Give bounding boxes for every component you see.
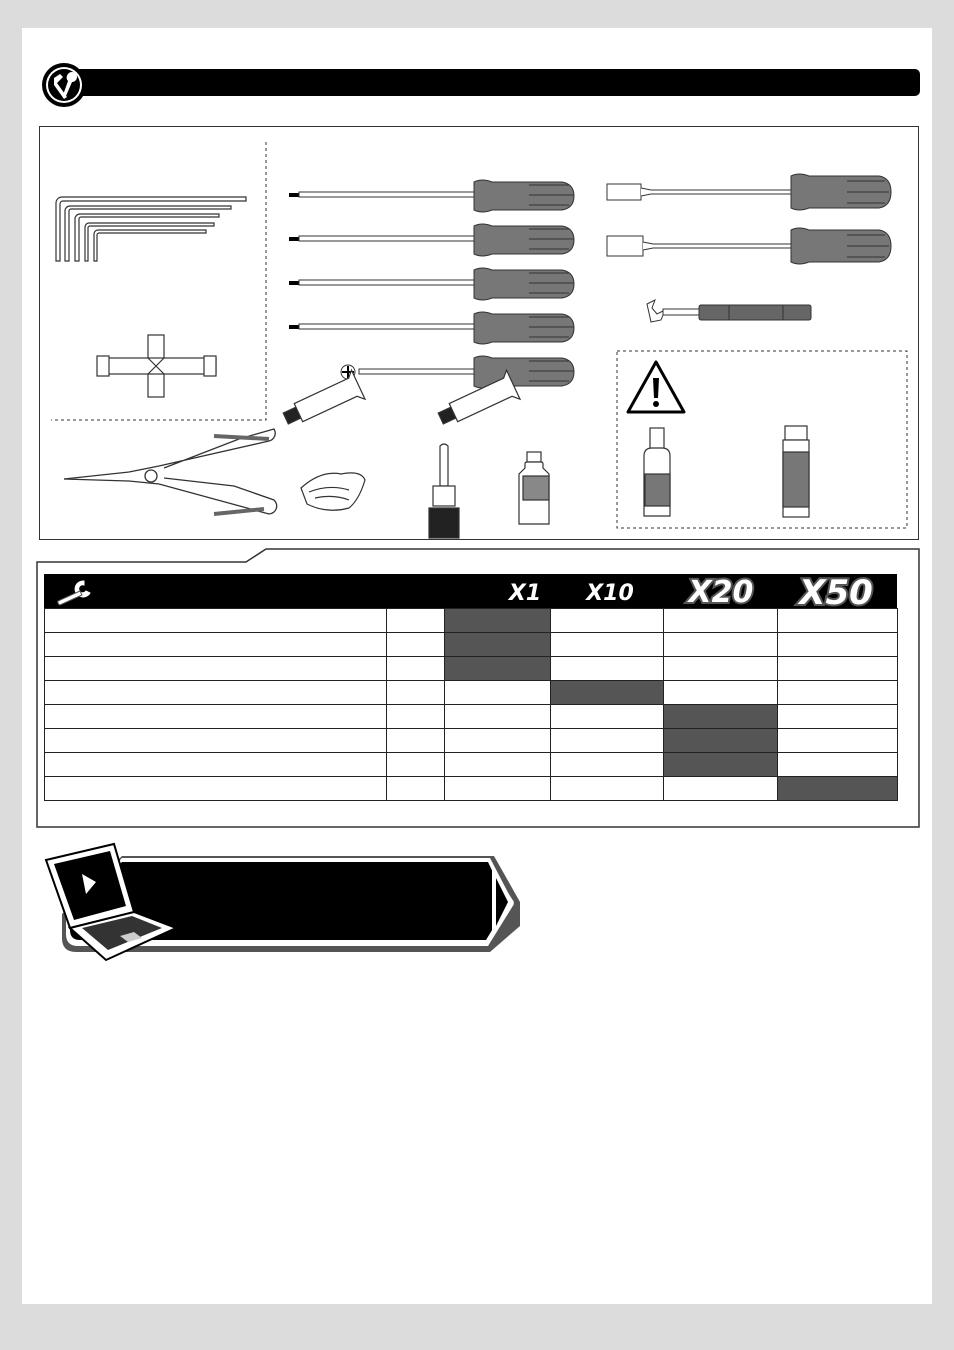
svg-text:X10: X10 <box>586 581 634 606</box>
row-label <box>45 753 387 777</box>
row-qty <box>387 681 445 705</box>
spoke-wrench-icon <box>647 300 811 322</box>
level-x50-label <box>788 573 884 609</box>
row-qty <box>387 657 445 681</box>
level-cell-x1 <box>445 753 551 777</box>
level-cell-x50 <box>778 657 898 681</box>
row-label <box>45 657 387 681</box>
row-label <box>45 729 387 753</box>
table-row <box>45 729 898 753</box>
tools-illustration <box>39 126 919 540</box>
level-cell-x10 <box>551 705 664 729</box>
level-cell-x20 <box>664 753 778 777</box>
level-cell-x20 <box>664 609 778 633</box>
level-cell-x10 <box>551 753 664 777</box>
level-cell-x1 <box>445 729 551 753</box>
phillips-screwdriver-icon <box>341 356 574 388</box>
level-cell-x1 <box>445 657 551 681</box>
wrench-screwdriver-icon <box>36 60 94 110</box>
table-row <box>45 657 898 681</box>
level-x1-label <box>505 573 545 609</box>
level-cell-x10 <box>551 609 664 633</box>
level-cell-x10 <box>551 729 664 753</box>
row-label <box>45 705 387 729</box>
level-cell-x10 <box>551 777 664 801</box>
video-banner[interactable] <box>42 842 526 966</box>
table-row <box>45 633 898 657</box>
row-label <box>45 681 387 705</box>
level-cell-x20 <box>664 681 778 705</box>
level-cell-x50 <box>778 777 898 801</box>
warning-icon <box>628 362 684 412</box>
levels-table <box>44 608 898 801</box>
oil-bottle-icon <box>519 452 549 524</box>
level-cell-x1 <box>445 633 551 657</box>
row-qty <box>387 729 445 753</box>
svg-text:X1: X1 <box>508 581 542 606</box>
level-cell-x50 <box>778 729 898 753</box>
level-cell-x10 <box>551 633 664 657</box>
svg-text:X50: X50 <box>799 573 873 609</box>
pliers-icon <box>64 429 277 514</box>
level-cell-x20 <box>664 633 778 657</box>
brush-icon <box>429 444 459 538</box>
row-qty <box>387 705 445 729</box>
level-cell-x10 <box>551 681 664 705</box>
row-qty <box>387 633 445 657</box>
row-qty <box>387 609 445 633</box>
level-cell-x1 <box>445 609 551 633</box>
level-cell-x20 <box>664 657 778 681</box>
level-cell-x20 <box>664 705 778 729</box>
level-cell-x20 <box>664 729 778 753</box>
page-header-bar <box>74 69 920 96</box>
level-cell-x50 <box>778 753 898 777</box>
level-cell-x20 <box>664 777 778 801</box>
wrench-icon <box>50 577 96 607</box>
level-cell-x10 <box>551 657 664 681</box>
level-cell-x1 <box>445 777 551 801</box>
table-row <box>45 753 898 777</box>
table-row <box>45 681 898 705</box>
glue-bottle-icon <box>783 426 809 517</box>
flat-screwdrivers-icon <box>289 180 574 344</box>
cloth-icon <box>301 473 365 510</box>
cross-wrench-icon <box>97 335 216 397</box>
level-cell-x1 <box>445 681 551 705</box>
level-x10-label <box>578 573 642 609</box>
row-qty <box>387 753 445 777</box>
nut-drivers-icon <box>607 174 891 264</box>
hex-keys-icon <box>56 197 246 261</box>
table-row <box>45 777 898 801</box>
levels-table-header <box>44 574 897 608</box>
level-cell-x50 <box>778 609 898 633</box>
table-row <box>45 705 898 729</box>
row-label <box>45 609 387 633</box>
row-qty <box>387 777 445 801</box>
level-cell-x50 <box>778 633 898 657</box>
level-cell-x1 <box>445 705 551 729</box>
row-label <box>45 777 387 801</box>
threadlock-bottle-icon <box>644 428 670 516</box>
svg-text:X20: X20 <box>688 575 754 609</box>
level-cell-x50 <box>778 705 898 729</box>
level-cell-x50 <box>778 681 898 705</box>
level-x20-label <box>678 573 764 609</box>
table-row <box>45 609 898 633</box>
row-label <box>45 633 387 657</box>
